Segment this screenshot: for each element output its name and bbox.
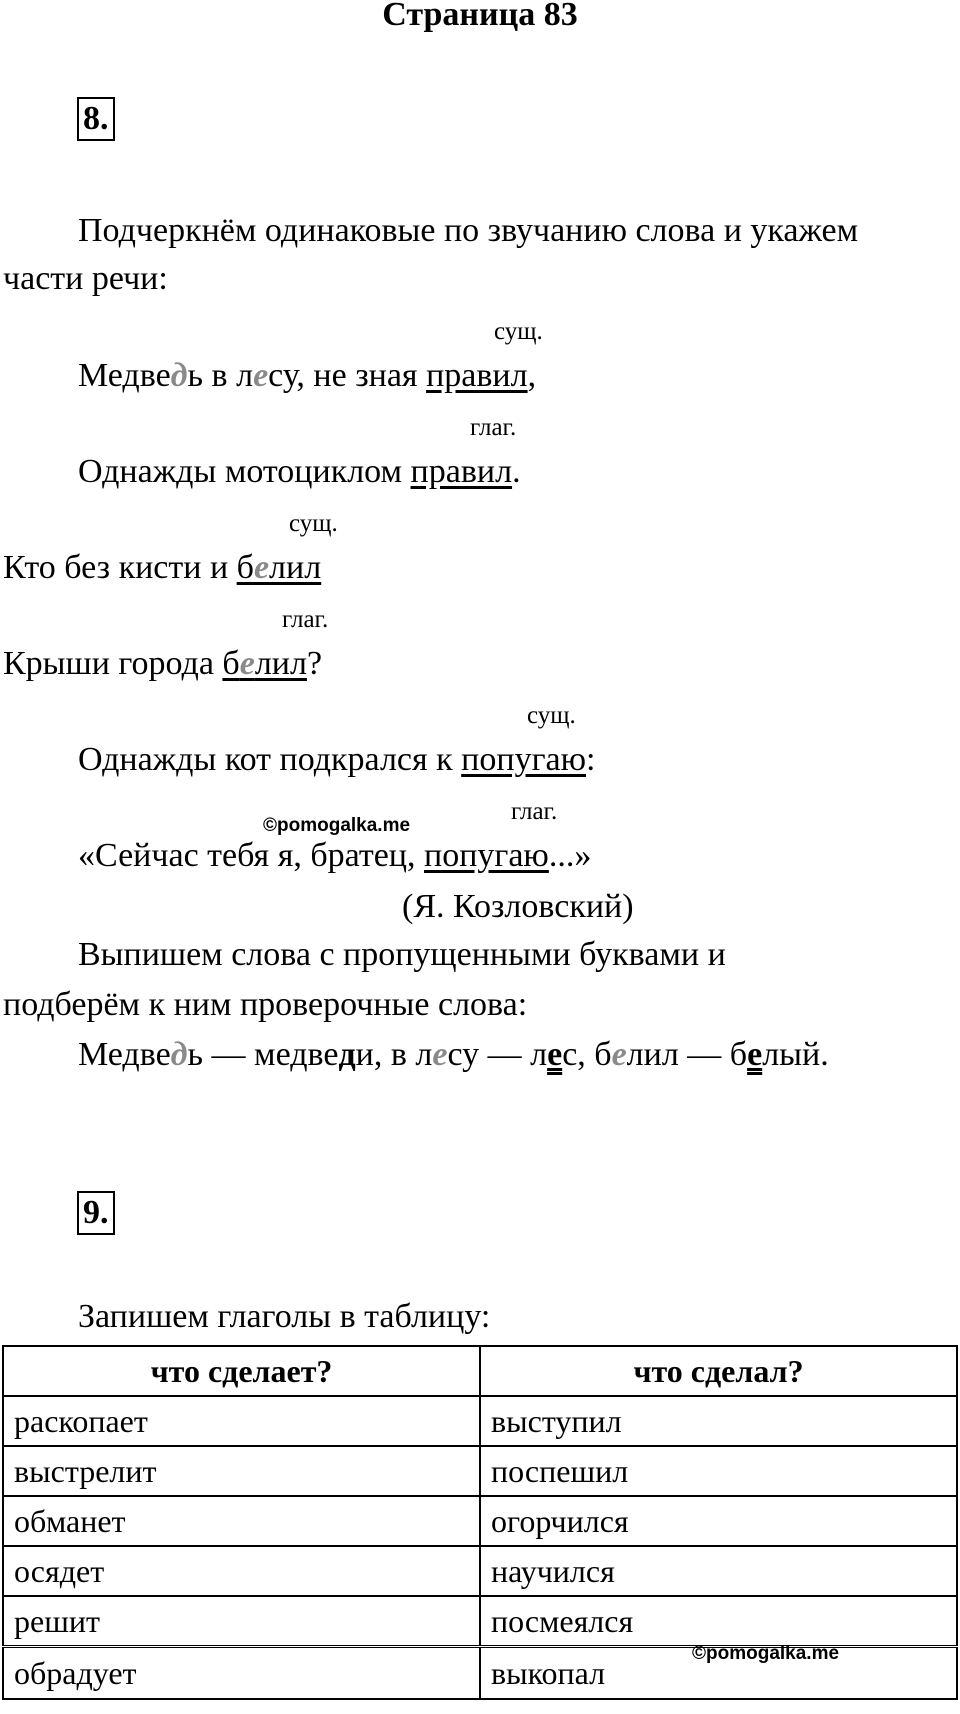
task-8-number: 8.: [77, 97, 115, 141]
pos-label-1: сущ.: [494, 318, 543, 345]
watermark-1: ©pomogalka.me: [263, 815, 411, 836]
task-8-intro-line2: части речи:: [3, 260, 168, 297]
table-header-past: что сделал?: [480, 1346, 957, 1396]
underlined-word: правил: [426, 357, 528, 394]
pos-label-5: сущ.: [527, 702, 576, 729]
poem-line-1: Медведь в лесу, не зная правил,: [78, 357, 537, 394]
pos-label-2: глаг.: [470, 414, 517, 441]
table-cell: обрадует: [3, 1647, 480, 1700]
table-cell: выстрелит: [3, 1446, 480, 1496]
check-words-line: Медведь — медведи, в лесу — лес, белил — белый.: [78, 1036, 829, 1073]
underlined-word: белил: [236, 549, 322, 586]
table-cell: осядет: [3, 1546, 480, 1596]
table-row: [3, 1546, 957, 1596]
table-cell: посмеялся: [480, 1596, 957, 1647]
poem-line-5: Однажды кот подкрался к попугаю:: [78, 741, 596, 778]
table-cell: выступил: [480, 1396, 957, 1446]
pos-label-4: глаг.: [282, 606, 329, 633]
table-cell: раскопает: [3, 1396, 480, 1446]
table-cell: решит: [3, 1596, 480, 1647]
pos-label-3: сущ.: [289, 510, 338, 537]
watermark-2: ©pomogalka.me: [692, 1643, 840, 1664]
table-cell: огорчился: [480, 1496, 957, 1546]
table-row: [3, 1446, 957, 1496]
pos-label-6: глаг.: [511, 798, 558, 825]
underlined-word: правил: [410, 453, 513, 490]
table-header-future: что сделает?: [3, 1346, 480, 1396]
task-8-outro-line2: подберём к ним проверочные слова:: [3, 986, 528, 1023]
poem-line-4: Крыши города белил?: [3, 645, 323, 682]
poem-line-2: Однажды мотоциклом правил.: [78, 453, 521, 490]
underlined-word: белил: [222, 645, 307, 682]
poem-line-3: Кто без кисти и белил: [3, 549, 322, 586]
task-9-intro: Запишем глаголы в таблицу:: [78, 1298, 491, 1335]
table-cell: поспешил: [480, 1446, 957, 1496]
page-title: Страница 83: [382, 0, 578, 33]
table-header-row: [3, 1346, 957, 1396]
table-cell: выкопал: [480, 1647, 957, 1700]
underlined-word: попугаю: [461, 741, 586, 778]
underlined-word: попугаю: [424, 837, 549, 874]
poem-line-6: «Сейчас тебя я, братец, попугаю...»: [78, 837, 592, 874]
table-cell: научился: [480, 1546, 957, 1596]
table-row: [3, 1596, 957, 1647]
task-8-intro-line1: Подчеркнём одинаковые по звучанию слова и укажем: [78, 212, 859, 249]
table-row: [3, 1496, 957, 1546]
task-8-outro-line1: Выпишем слова с пропущенными буквами и: [78, 936, 726, 973]
task-9-number: 9.: [77, 1191, 115, 1235]
table-row: [3, 1396, 957, 1446]
poem-author: (Я. Козловский): [402, 888, 634, 925]
table-cell: обманет: [3, 1496, 480, 1546]
